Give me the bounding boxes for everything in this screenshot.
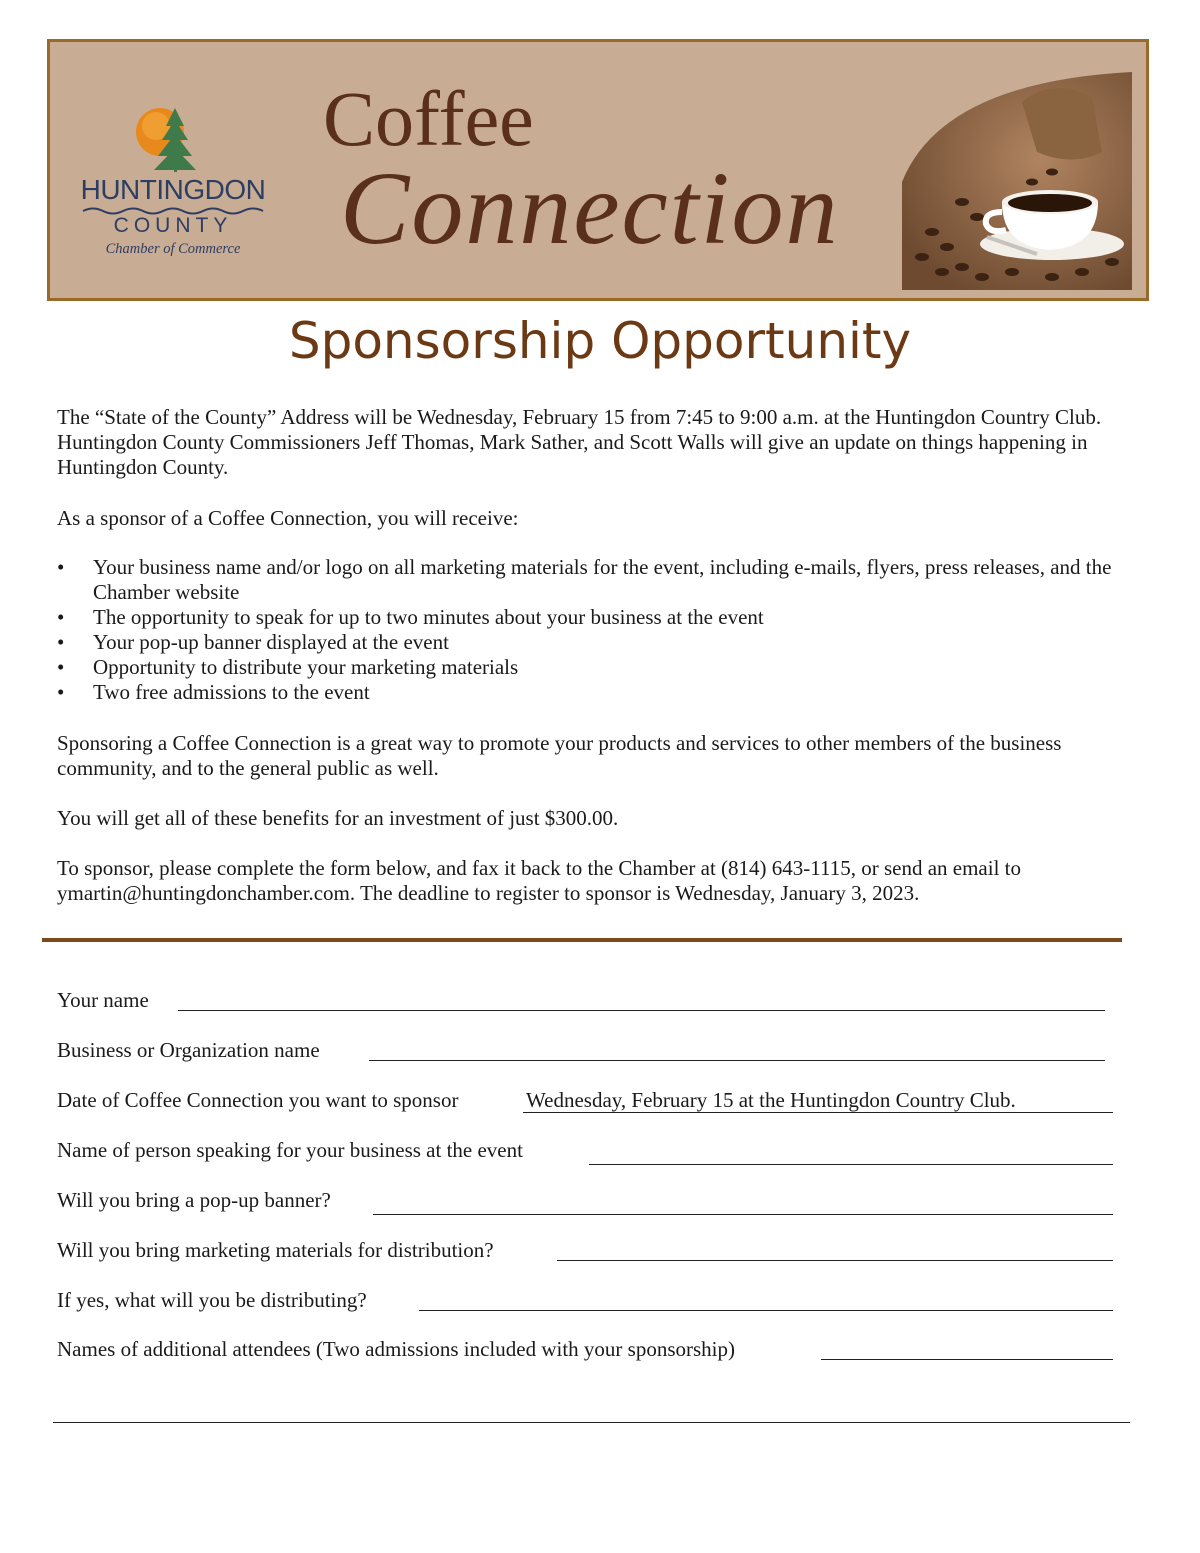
banner-label: Will you bring a pop-up banner? [57,1188,331,1212]
coffee-cup-icon [902,72,1132,290]
attendees-line [821,1359,1113,1360]
your-name-label: Your name [57,988,149,1012]
your-name-line [178,1010,1105,1011]
speaker-field[interactable] [57,1138,1113,1168]
your-name-field[interactable] [57,988,1113,1018]
date-line [523,1112,1113,1113]
business-name-line [369,1060,1105,1061]
bullet-icon: • [57,605,65,629]
list-item: • Opportunity to distribute your marketing materials [57,655,519,679]
attendees-field[interactable] [57,1337,1113,1367]
bullet-icon: • [57,655,65,679]
distributing-label: If yes, what will you be distributing? [57,1288,367,1312]
header-banner [47,39,1149,301]
materials-line [557,1260,1113,1261]
page-title: Sponsorship Opportunity [288,312,912,370]
list-item: • Your business name and/or logo on all marketing materials for the event, including e-mails, flyers, press releases, and the Chamber website [57,555,1112,604]
attendees-label: Names of additional attendees (Two admissions included with your sponsorship) [57,1337,735,1361]
banner-line [373,1214,1113,1215]
bullet-icon: • [57,680,65,704]
intro-paragraph: The “State of the County” Address will be Wednesday, February 15 from 7:45 to 9:00 a.m. at the Huntingdon Country Club. Huntingdon County Commissioners Jeff Thomas, Mark Sather, and Scott Walls will give an update on things happening in Huntingdon County. [57,405,1102,479]
bullet-icon: • [57,630,65,654]
speaker-line [589,1164,1113,1165]
sun-tree-icon [78,104,268,174]
speaker-label: Name of person speaking for your business at the event [57,1138,523,1162]
date-field[interactable] [57,1088,1113,1118]
date-label: Date of Coffee Connection you want to sponsor [57,1088,459,1112]
list-item: • The opportunity to speak for up to two minutes about your business at the event [57,605,764,629]
attendees-extra-line[interactable] [53,1422,1130,1423]
promo-paragraph: Sponsoring a Coffee Connection is a great way to promote your products and services to other members of the business community, and to the general public as well. [57,731,1062,780]
list-item: • Two free admissions to the event [57,680,370,704]
benefits-intro: As a sponsor of a Coffee Connection, you will receive: [57,506,519,530]
instructions-paragraph: To sponsor, please complete the form below, and fax it back to the Chamber at (814) 643-1115, or send an email to ymartin@huntingdonchamber.com. The deadline to register to sponsor is Wednesday, January 3, 2023. [57,856,1022,905]
distributing-field[interactable] [57,1288,1113,1318]
date-value[interactable]: Wednesday, February 15 at the Huntingdon Country Club. [526,1088,1016,1112]
list-item: • Your pop-up banner displayed at the event [57,630,449,654]
banner-field[interactable] [57,1188,1113,1218]
materials-label: Will you bring marketing materials for distribution? [57,1238,494,1262]
investment-paragraph: You will get all of these benefits for an investment of just $300.00. [57,806,619,830]
materials-field[interactable] [57,1238,1113,1268]
logo-county: COUNTY [113,214,233,237]
business-name-field[interactable] [57,1038,1113,1068]
title-connection: Connection [340,151,840,266]
section-divider [42,938,1122,942]
bullet-icon: • [57,555,65,579]
distributing-line [419,1310,1113,1311]
title-coffee: Coffee [323,75,534,162]
logo-chamber: Chamber of Commerce [105,241,241,257]
business-name-label: Business or Organization name [57,1038,320,1062]
logo-name: HUNTINGDON [80,174,266,205]
benefits-list [57,555,1147,705]
chamber-logo [78,104,268,264]
